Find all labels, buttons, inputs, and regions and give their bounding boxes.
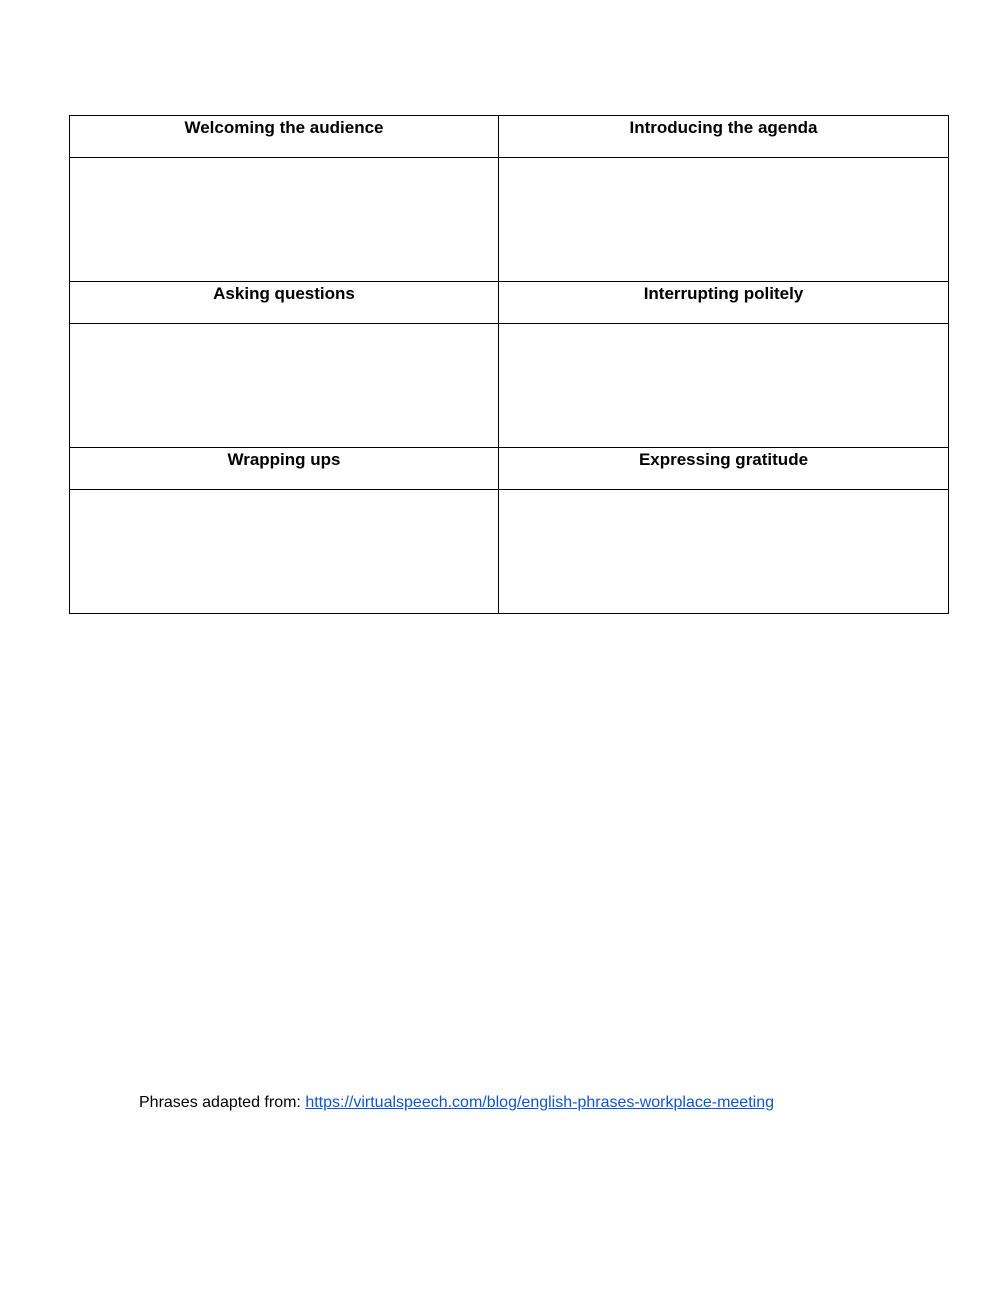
- answer-cell-interrupting-politely: [499, 324, 949, 448]
- answer-field-asking-questions[interactable]: [70, 324, 498, 447]
- heading-row: [70, 448, 949, 490]
- heading-welcoming-audience: [70, 116, 499, 158]
- phrases-worksheet-table: [69, 115, 949, 614]
- answer-cell-introducing-agenda: [499, 158, 949, 282]
- heading-label: Interrupting politely: [643, 284, 804, 303]
- answer-row: [70, 158, 949, 282]
- heading-label: Welcoming the audience: [184, 118, 384, 137]
- answer-field-expressing-gratitude[interactable]: [499, 490, 948, 613]
- answer-field-wrapping-ups[interactable]: [70, 490, 498, 613]
- heading-interrupting-politely: [499, 282, 949, 324]
- answer-cell-asking-questions: [70, 324, 499, 448]
- heading-row: [70, 116, 949, 158]
- source-prefix: Phrases adapted from:: [139, 1094, 306, 1111]
- answer-cell-expressing-gratitude: [499, 490, 949, 614]
- heading-asking-questions: [70, 282, 499, 324]
- answer-row: [70, 324, 949, 448]
- source-link[interactable]: https://virtualspeech.com/blog/english-phrases-workplace-meeting: [305, 1094, 774, 1111]
- heading-label: Wrapping ups: [227, 450, 341, 469]
- heading-label: Asking questions: [213, 284, 355, 303]
- answer-field-interrupting-politely[interactable]: [499, 324, 948, 447]
- heading-wrapping-ups: [70, 448, 499, 490]
- answer-field-welcoming-audience[interactable]: [70, 158, 498, 281]
- heading-expressing-gratitude: [499, 448, 949, 490]
- heading-label: Expressing gratitude: [638, 450, 809, 469]
- heading-row: [70, 282, 949, 324]
- answer-field-introducing-agenda[interactable]: [499, 158, 948, 281]
- answer-cell-welcoming-audience: [70, 158, 499, 282]
- answer-cell-wrapping-ups: [70, 490, 499, 614]
- source-attribution: [139, 1093, 774, 1113]
- answer-row: [70, 490, 949, 614]
- heading-label: Introducing the agenda: [629, 118, 818, 137]
- heading-introducing-agenda: [499, 116, 949, 158]
